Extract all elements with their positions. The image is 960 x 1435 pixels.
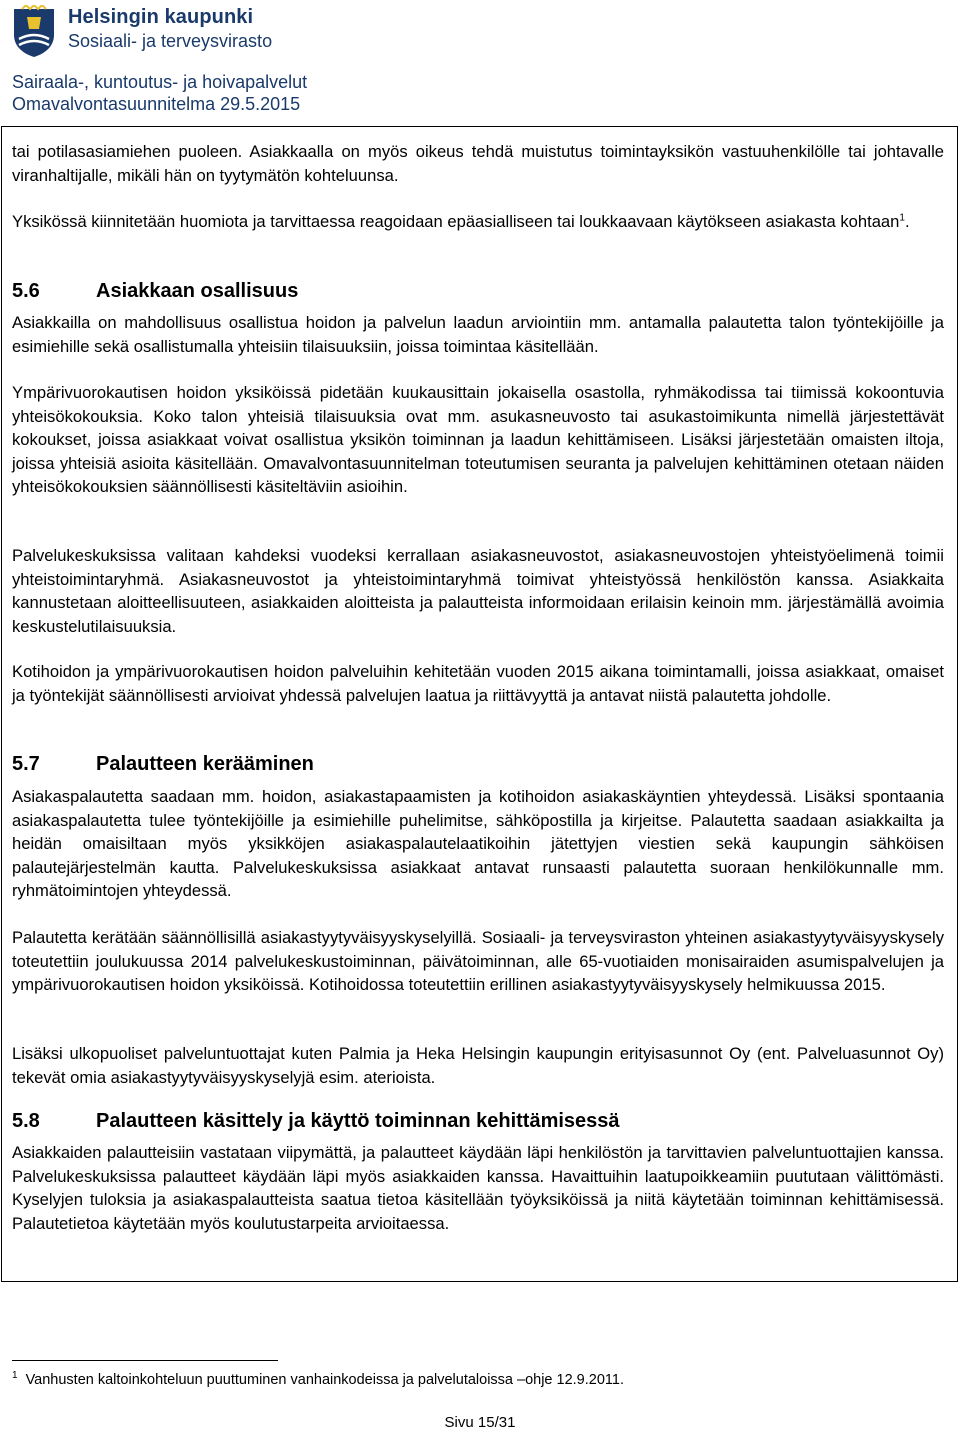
paragraph: Lisäksi ulkopuoliset palveluntuottajat kuten Palmia ja Heka Helsingin kaupungin erityisasunnot Oy (ent. Palveluasunnot Oy) tekevät omia asiakastyytyväisyyskyselyjä esim. aterioista. xyxy=(12,1044,944,1087)
footnote-mark: 1 xyxy=(12,1370,18,1381)
paragraph: Palautetta kerätään säännöllisillä asiakastyytyväisyyskyselyillä. Sosiaali- ja terveysviraston yhteinen asiakastyytyväisyyskysely toteutettiin joulukuussa 2014 palvelukeskustoiminnan, päivätoiminnan, alle 65-vuotiaiden monisairaiden asumispalvelujen ja ympärivuorokautisen hoidon yksiköissä. Kotihoidossa toteutettiin erillinen asiakastyytyväisyyskysely helmikuussa 2015. xyxy=(12,928,944,994)
section-number: 5.6 xyxy=(12,280,40,302)
section-number: 5.8 xyxy=(12,1110,40,1132)
paragraph: Kotihoidon ja ympärivuorokautisen hoidon palveluihin kehitetään vuoden 2015 aikana toimintamalli, joissa asiakkaat, omaiset ja työntekijät säännöllisesti arvioivat yhdessä palvelujen laatua ja riittävyyttä ja antavat niistä palautetta johdolle. xyxy=(12,662,944,705)
paragraph: Asiakkaiden palautteisiin vastataan viipymättä, ja palautteet käydään läpi henkilöstön ja tarvittavien palveluntuottajien kanssa. Palvelukeskuksissa palautteet käydään läpi myös asiakkaiden kanssa. Havaittuihin laatupoikkeamiin puututaan välittömästi. Kyselyjen tuloksia ja asiakaspalautteista saatua tietoa käsitellään työyksiköissä ja niitä käytetään toiminnan kehittämisessä. Palautetietoa käytetään myös koulutustarpeita arvioitaessa. xyxy=(12,1143,944,1233)
section-heading-5-8 xyxy=(12,1110,620,1133)
paragraph: Asiakaspalautetta saadaan mm. hoidon, asiakastapaamisten ja kotihoidon asiakaskäyntien yhteydessä. Lisäksi spontaania asiakaspalautetta tulee työntekijöille ja esimiehille puhelimitse, sähköpostilla ja kirjeitse. Palautetta saadaan asiakkailta ja heidän omaisiltaan myös yksikköjen asiakaspalautelaatikoihin jätettyjen viestien sekä kaupungin sähköisen palautejärjestelmän kautta. Palvelukeskuksissa asiakkaat antavat runsaasti palautetta suoraan henkilökunnalle mm. ryhmätoimintojen yhteydessä. xyxy=(12,787,944,900)
page-number: Sivu 15/31 xyxy=(444,1414,516,1431)
section-number: 5.7 xyxy=(12,753,40,775)
paragraph: Ympärivuorokautisen hoidon yksiköissä pidetään kuukausittain jokaisella osastolla, ryhmäkodissa tai tiimissä kokoontuvia yhteisökokouksia. Koko talon yhteisiä tilaisuuksia ovat mm. asukasneuvosto tai asukastoimikunta nimellä järjestettävät kokoukset, joissa asiakkaat voivat osallistua yksikön toiminnan ja laadun kehittämiseen. Lisäksi järjestetään omaisten iltoja, joissa yhteisiä asioita käsitellään. Omavalvontasuunnitelman toteutumisen seuranta ja palvelujen kehittäminen otetaan näiden yhteisökokouksien säännöllisesti käsiteltäviin asioihin. xyxy=(12,383,944,496)
org-department: Sosiaali- ja terveysvirasto xyxy=(68,31,273,51)
org-name: Helsingin kaupunki xyxy=(68,6,254,28)
footnote-reference[interactable]: 1 xyxy=(899,212,905,224)
paragraph-text: Yksikössä kiinnitetään huomiota ja tarvittaessa reagoidaan epäasialliseen tai loukkaavaan käytökseen asiakasta kohtaan xyxy=(12,212,900,231)
section-heading-5-6 xyxy=(12,280,298,303)
paragraph-end: . xyxy=(904,212,910,231)
section-title: Palautteen kerääminen xyxy=(96,753,314,775)
footnote-text: Vanhusten kaltoinkohteluun puuttuminen vanhainkodeissa ja palvelutaloissa –ohje 12.9.2011. xyxy=(25,1371,624,1388)
paragraph: Palvelukeskuksissa valitaan kahdeksi vuodeksi kerrallaan asiakasneuvostot, asiakasneuvostojen yhteistyöelimenä toimii yhteistoimintaryhmä. Asiakasneuvostot ja yhteistoimintaryhmä toimivat yhteistyössä henkilöstön kanssa. Asiakkaita kannustetaan aloitteellisuuteen, asiakkaiden aloitteista ja palautteista informoidaan erilaisin keinoin mm. järjestämällä avoimia keskustelutilaisuuksia. xyxy=(12,546,944,636)
footnote xyxy=(12,1370,624,1388)
paragraph: Asiakkailla on mahdollisuus osallistua hoidon ja palvelun laadun arviointiin mm. antamalla palautetta talon työntekijöille ja esimiehille sekä osallistumalla yhteisiin tilaisuuksiin, joissa toimintaa käsitellään. xyxy=(12,313,944,356)
document-title: Omavalvontasuunnitelma 29.5.2015 xyxy=(12,94,301,114)
section-title: Asiakkaan osallisuus xyxy=(96,280,299,302)
paragraph xyxy=(12,210,944,234)
service-area: Sairaala-, kuntoutus- ja hoivapalvelut xyxy=(12,72,308,92)
paragraph: tai potilasasiamiehen puoleen. Asiakkaalla on myös oikeus tehdä muistutus toimintayksikön vastuuhenkilölle tai johtavalle viranhaltijalle, mikäli hän on tyytymätön kohteluunsa. xyxy=(12,142,944,185)
page-header xyxy=(0,0,960,120)
helsinki-crest-icon xyxy=(10,5,58,59)
section-title: Palautteen käsittely ja käyttö toiminnan kehittämisessä xyxy=(96,1110,620,1132)
section-heading-5-7 xyxy=(12,753,314,776)
footnote-divider xyxy=(12,1360,278,1361)
